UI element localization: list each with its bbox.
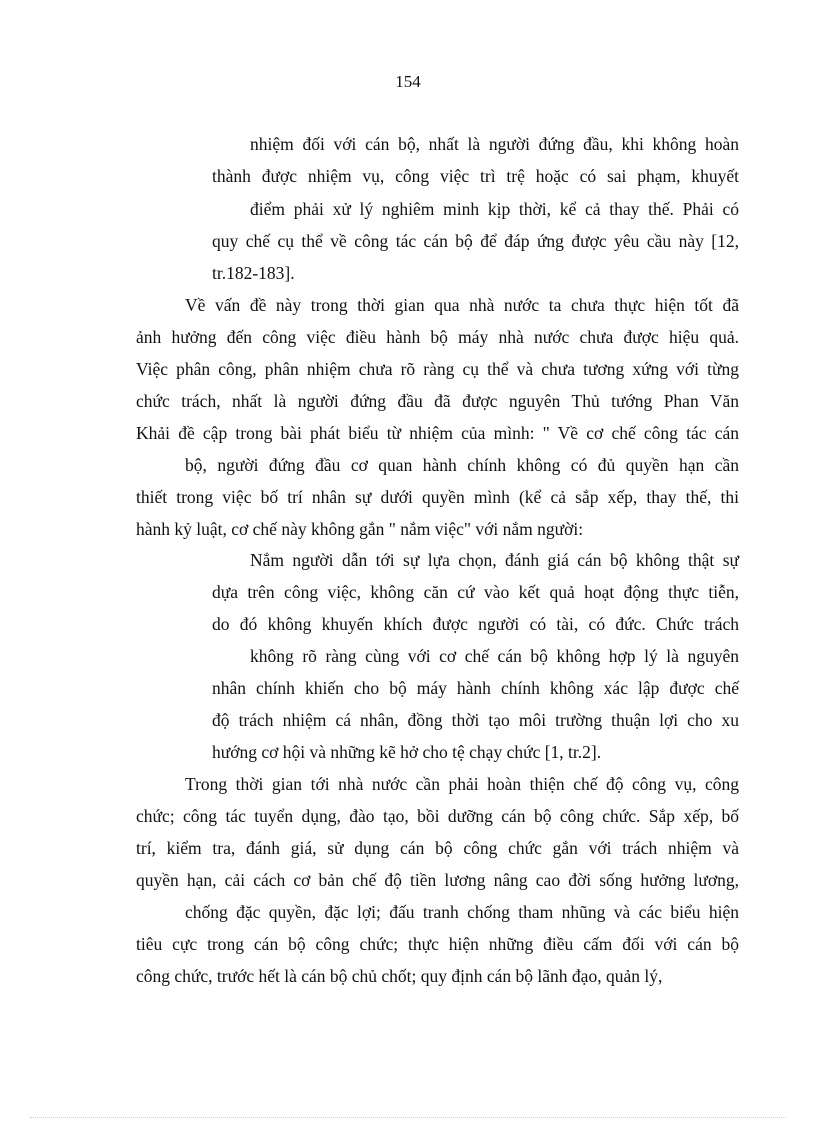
page-number: 154	[395, 72, 421, 91]
text-line: độ trách nhiệm cá nhân, đồng thời tạo môi trường thuận lợi cho xu	[212, 710, 739, 730]
text-line: chống đặc quyền, đặc lợi; đấu tranh chống tham nhũng và các biểu hiện	[185, 902, 739, 922]
text-line: tiêu cực trong cán bộ công chức; thực hiện những điều cấm đối với cán bộ	[136, 934, 739, 954]
text-line: bộ, người đứng đầu cơ quan hành chính không có đủ quyền hạn cần	[185, 455, 739, 475]
text-line: công chức, trước hết là cán bộ chủ chốt; quy định cán bộ lãnh đạo, quản lý,	[136, 966, 663, 986]
text-line: thiết trong việc bố trí nhân sự dưới quyền mình (kể cả sắp xếp, thay thế, thi	[136, 487, 739, 507]
text-line: Việc phân công, phân nhiệm chưa rõ ràng cụ thể và chưa tương xứng với từng	[136, 359, 739, 379]
text-line: Trong thời gian tới nhà nước cần phải hoàn thiện chế độ công vụ, công	[185, 774, 739, 794]
text-line: Nắm người dẫn tới sự lựa chọn, đánh giá cán bộ không thật sự	[250, 550, 739, 570]
text-line: nhân chính khiến cho bộ máy hành chính không xác lập được chế	[212, 678, 739, 698]
text-line: quyền hạn, cải cách cơ bản chế độ tiền lương nâng cao đời sống hưởng lương,	[136, 870, 739, 890]
text-line: chức trách, nhất là người đứng đầu đã được nguyên Thủ tướng Phan Văn	[136, 391, 739, 411]
text-line: quy chế cụ thể về công tác cán bộ để đáp ứng được yêu cầu này [12,	[212, 231, 739, 251]
text-line: nhiệm đối với cán bộ, nhất là người đứng đầu, khi không hoàn	[250, 134, 739, 154]
text-line: dựa trên công việc, không căn cứ vào kết quả hoạt động thực tiễn,	[212, 582, 739, 602]
text-line: điểm phải xử lý nghiêm minh kịp thời, kể cả thay thế. Phải có	[250, 199, 739, 219]
text-line: hành kỷ luật, cơ chế này không gắn " nắm việc" với nắm người:	[136, 519, 584, 539]
text-line: thành được nhiệm vụ, công việc trì trệ hoặc có sai phạm, khuyết	[212, 166, 739, 186]
text-line: trí, kiểm tra, đánh giá, sử dụng cán bộ công chức gắn với trách nhiệm và	[136, 838, 739, 858]
text-line: chức; công tác tuyển dụng, đào tạo, bồi dưỡng cán bộ công chức. Sắp xếp, bố	[136, 806, 739, 826]
text-line: hướng cơ hội và những kẽ hở cho tệ chạy chức [1, tr.2].	[212, 742, 602, 762]
text-line: tr.182-183].	[212, 263, 295, 283]
text-line: Về vấn đề này trong thời gian qua nhà nước ta chưa thực hiện tốt đã	[185, 295, 739, 315]
text-line: Khải đề cập trong bài phát biểu từ nhiệm của mình: " Về cơ chế công tác cán	[136, 423, 739, 443]
text-line: ảnh hưởng đến công việc điều hành bộ máy nhà nước chưa được hiệu quả.	[136, 327, 739, 347]
page-bottom-divider	[30, 1117, 786, 1118]
text-line: do đó không khuyến khích được người có tài, có đức. Chức trách	[212, 614, 739, 634]
text-line: không rõ ràng cùng với cơ chế cán bộ không hợp lý là nguyên	[250, 646, 739, 666]
